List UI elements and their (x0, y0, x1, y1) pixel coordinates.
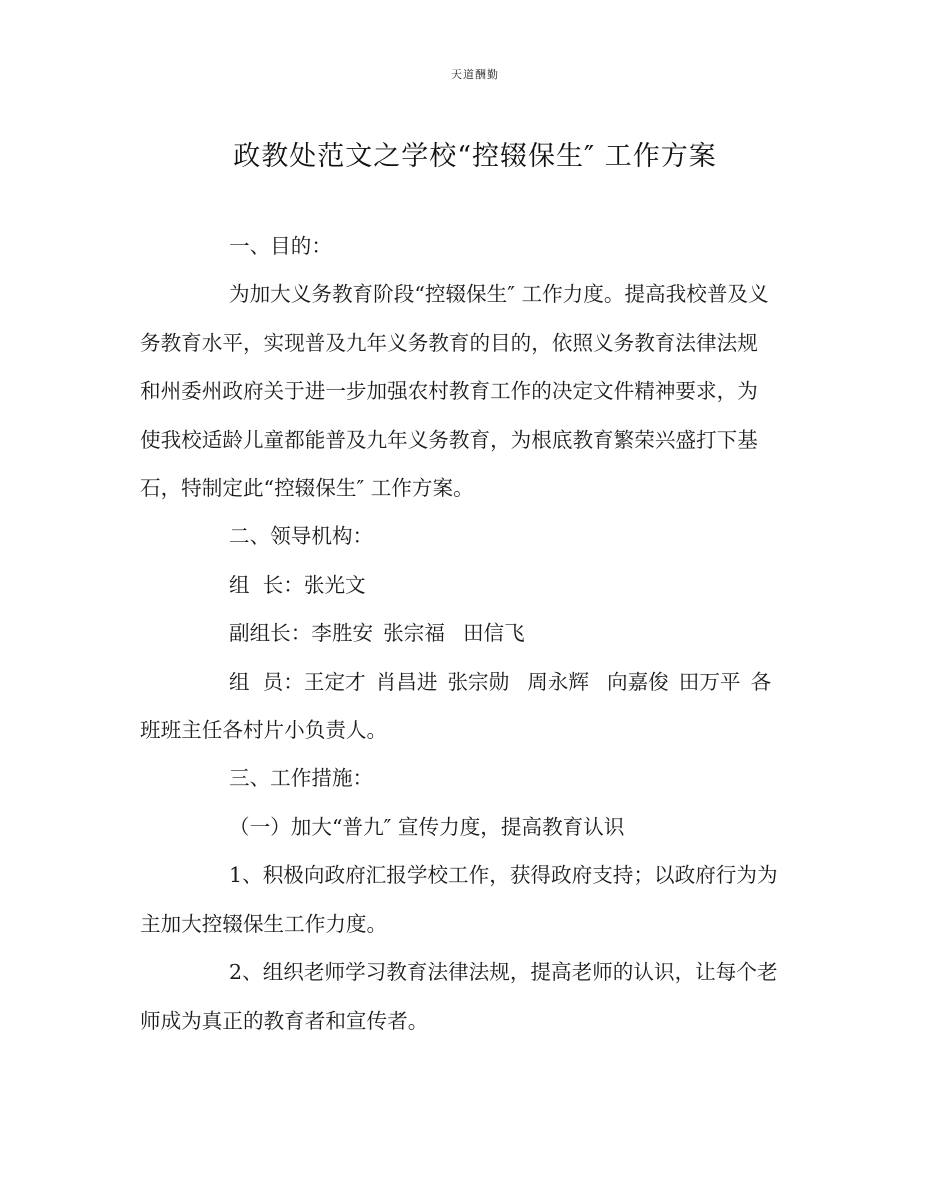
paragraph-line: 务教育水平，实现普及九年义务教育的目的，依照义务教育法律法规 (140, 330, 758, 355)
member-name: 各 (750, 669, 772, 694)
members-label: 组 员： (229, 669, 304, 694)
paragraph-line: 师成为真正的教育者和宣传者。 (140, 1008, 429, 1033)
leader-name: 张光文 (303, 572, 366, 597)
section-heading-measures: 三、工作措施： (229, 766, 374, 791)
deputy-line (140, 609, 812, 657)
section-heading-leadership: 二、领导机构： (229, 524, 374, 549)
member-name: 向嘉俊 (607, 669, 669, 694)
deputy-name: 田信飞 (462, 621, 525, 646)
member-name: 肖昌进 (375, 669, 438, 694)
member-name: 田万平 (678, 669, 741, 694)
document-body (140, 222, 812, 1045)
leader-line (140, 561, 812, 609)
section-heading-purpose: 一、目的： (229, 234, 332, 258)
members-line (140, 658, 812, 706)
member-name: 张宗勋 (447, 669, 510, 694)
deputy-name: 张宗福 (383, 621, 445, 646)
page-header: 天道酬勤 (451, 68, 499, 81)
paragraph-line: 1、积极向政府汇报学校工作，获得政府支持；以政府行为为 (229, 863, 778, 888)
deputy-name: 李胜安 (311, 621, 374, 646)
paragraph-line: 使我校适龄儿童都能普及九年义务教育，为根底教育繁荣兴盛打下基 (140, 427, 758, 452)
subsection-heading: （一）加大“普九″ 宣传力度，提高教育认识 (229, 814, 625, 839)
member-name: 周永辉 (527, 669, 589, 694)
paragraph-line: 2、组织老师学习教育法律法规，提高老师的认识，让每个老 (229, 960, 778, 985)
paragraph-line: 石，特制定此“控辍保生″ 工作方案。 (140, 476, 474, 501)
document-title: 政教处范文之学校“控辍保生″ 工作方案 (233, 141, 717, 172)
member-name: 王定才 (303, 669, 366, 694)
deputy-label: 副组长： (229, 621, 312, 646)
leader-label: 组 长： (229, 572, 304, 597)
paragraph-line: 主加大控辍保生工作力度。 (140, 911, 388, 936)
paragraph-line: 为加大义务教育阶段“控辍保生″ 工作力度。提高我校普及义 (229, 282, 769, 307)
paragraph-line: 班班主任各村片小负责人。 (140, 718, 388, 743)
paragraph-line: 和州委州政府关于进一步加强农村教育工作的决定文件精神要求，为 (140, 379, 758, 404)
